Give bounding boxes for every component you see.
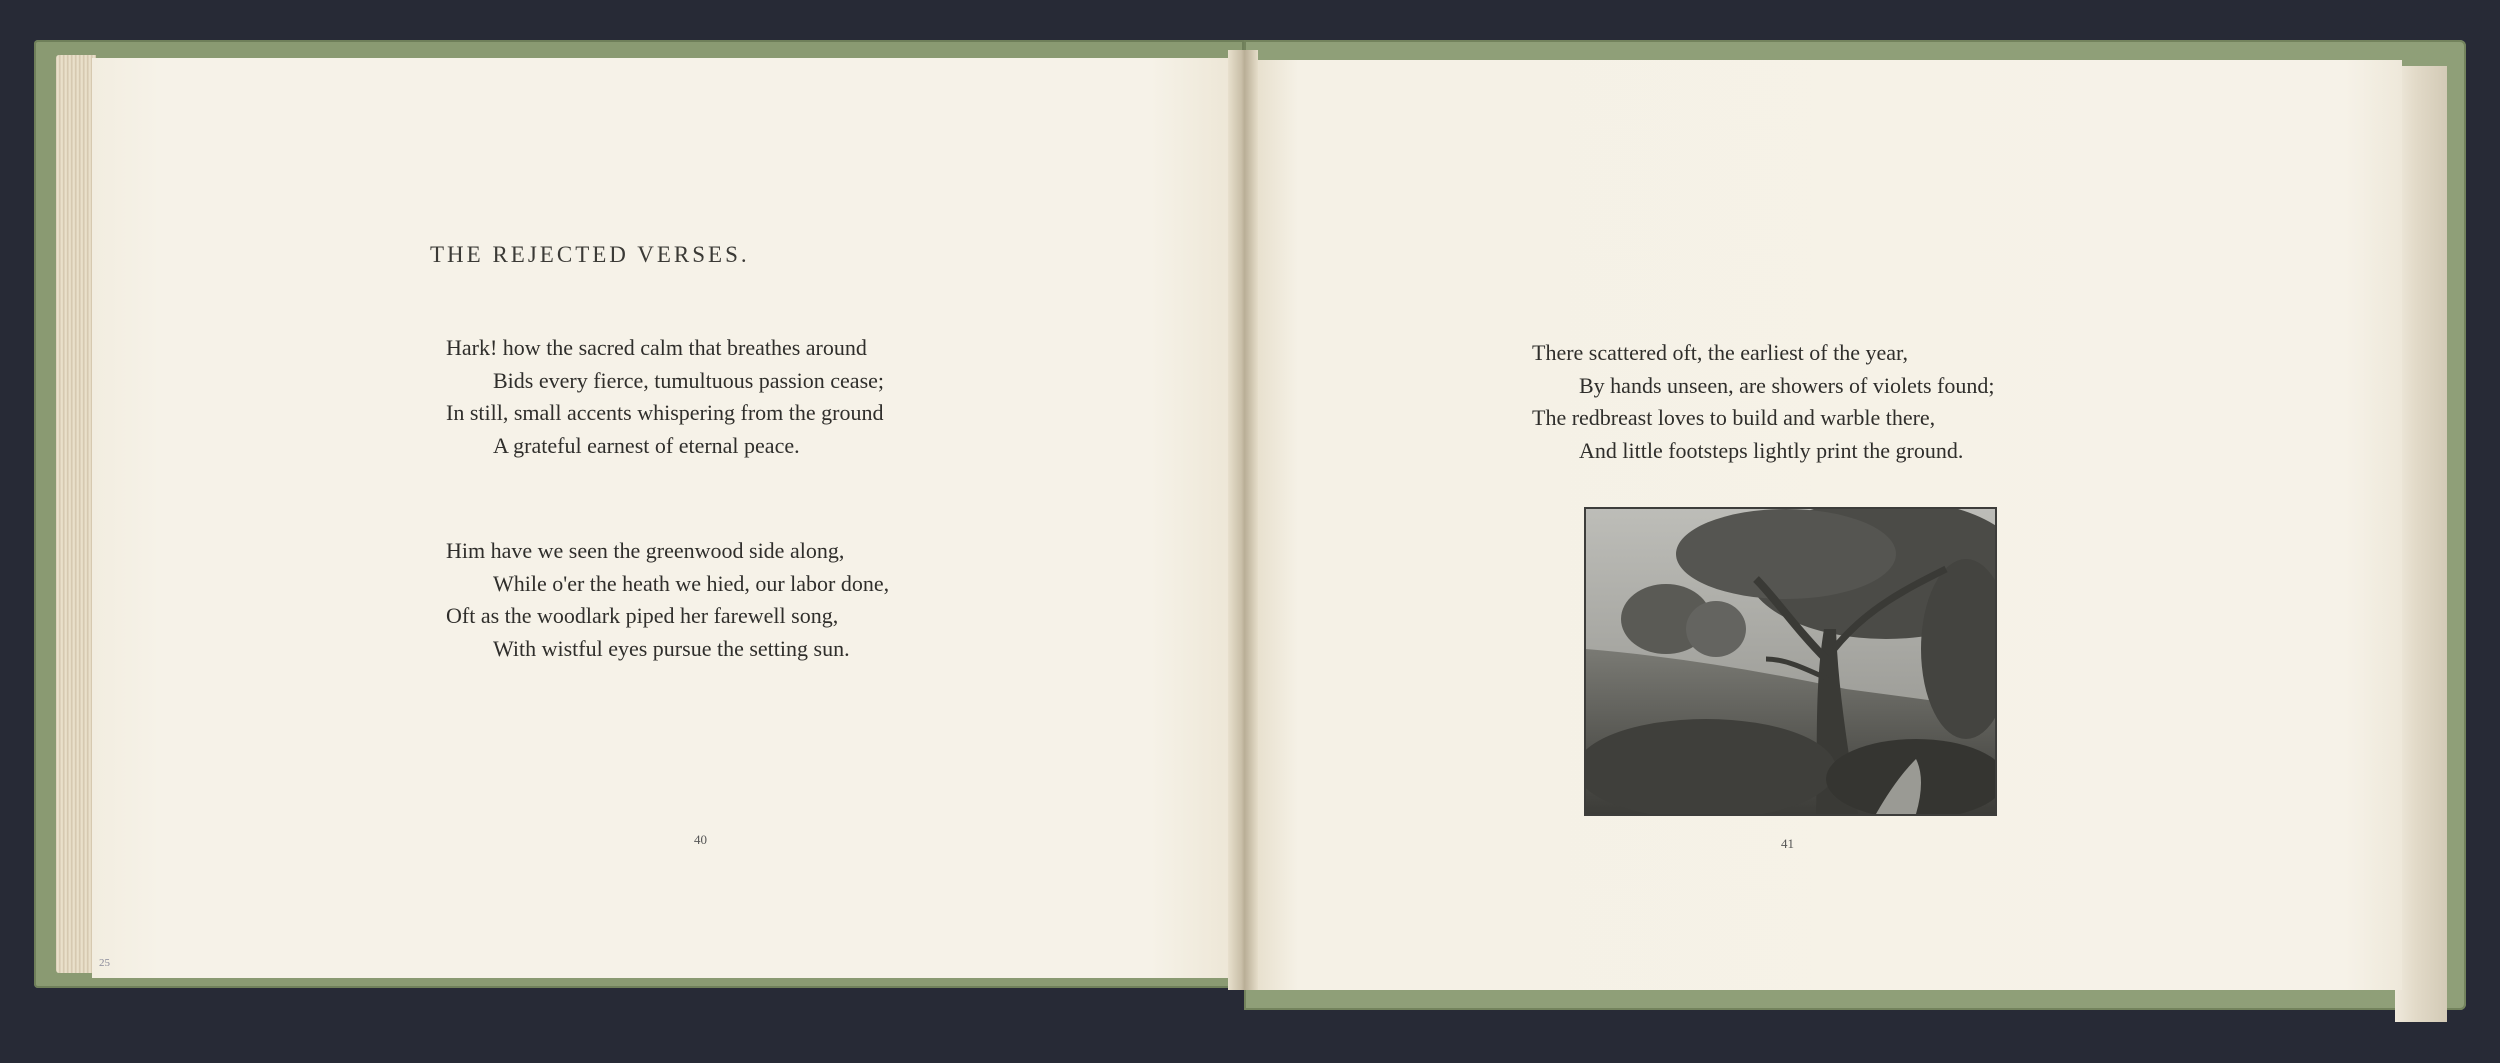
verse-line: A grateful earnest of eternal peace. [493, 432, 800, 458]
verse-line: Oft as the woodlark piped her farewell song, [446, 603, 839, 628]
verse-line: And little footsteps lightly print the ground. [1579, 437, 1964, 463]
page-stack-left [56, 55, 96, 973]
photograph-image [1586, 509, 1995, 814]
verse-line: Hark! how the sacred calm that breathes around [446, 335, 867, 360]
margin-pencil-note: 25 [99, 957, 110, 969]
verse-line: With wistful eyes pursue the setting sun. [493, 635, 850, 661]
verse-line: There scattered oft, the earliest of the year, [1532, 340, 1908, 365]
tree-landscape-photograph [1584, 507, 1997, 816]
left-page [92, 58, 1242, 978]
page-number-left: 40 [694, 832, 707, 847]
verse-line: Him have we seen the greenwood side along, [446, 538, 845, 563]
page-number-right: 41 [1781, 836, 1794, 851]
stanza [446, 332, 884, 462]
book-gutter [1228, 50, 1258, 990]
page-stack-right [2395, 66, 2447, 1022]
page-title: THE REJECTED VERSES. [430, 242, 750, 267]
verse-line: Bids every fierce, tumultuous passion cease; [493, 367, 885, 393]
verse-line: While o'er the heath we hied, our labor done, [493, 570, 890, 596]
stanza [446, 535, 889, 665]
verse-line: By hands unseen, are showers of violets found; [1579, 372, 1995, 398]
stanza [1532, 337, 1994, 467]
verse-line: The redbreast loves to build and warble there, [1532, 405, 1936, 430]
verse-line: In still, small accents whispering from the ground [446, 400, 884, 425]
